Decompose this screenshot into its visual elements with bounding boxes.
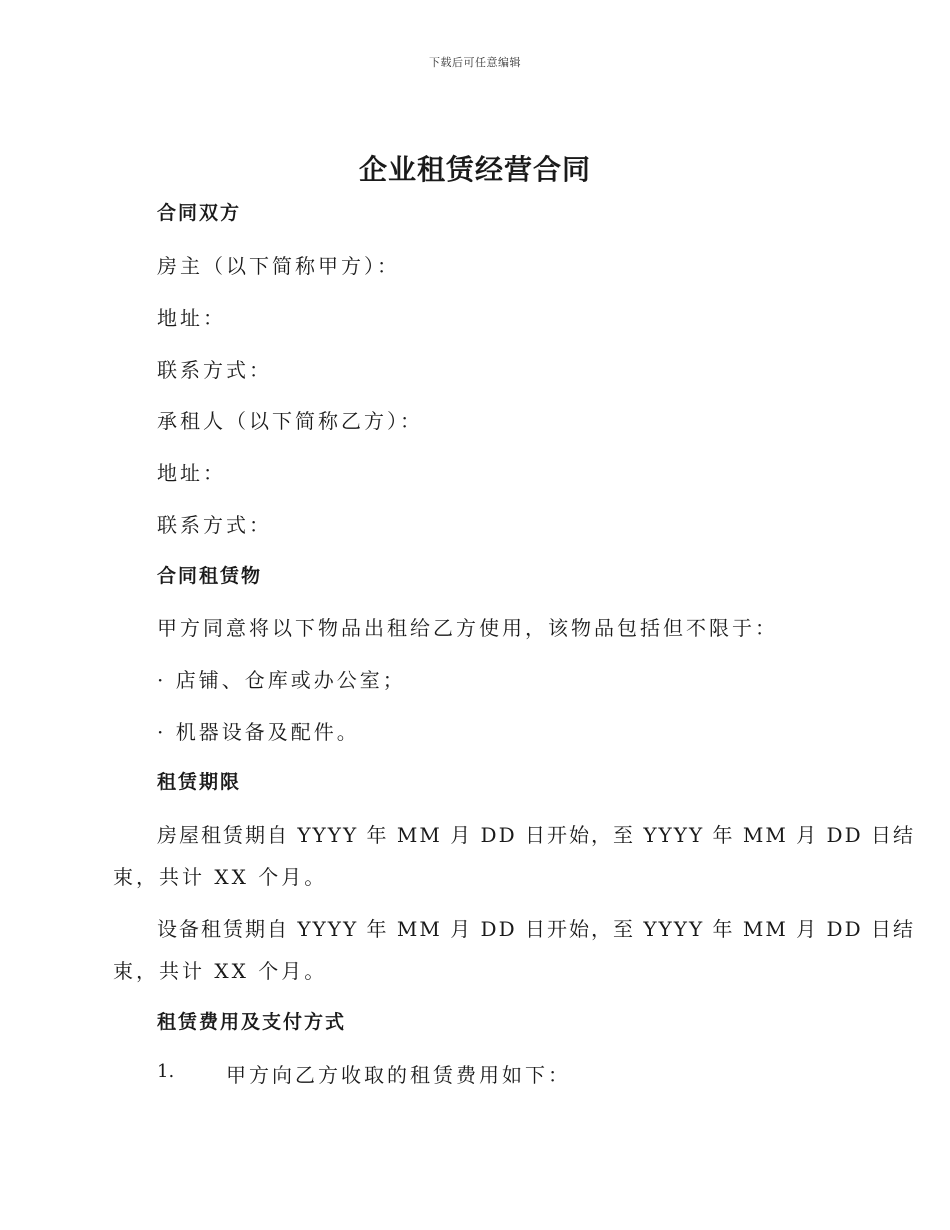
section-heading-lease-term: 租赁期限 [157, 771, 242, 793]
house-term-line-2: 束，共计 XX 个月。 [113, 865, 328, 889]
list-number: 1. [157, 1061, 175, 1082]
list-item: · 店铺、仓库或办公室； [157, 668, 406, 692]
house-term-line-1: 房屋租赁期自 YYYY 年 MM 月 DD 日开始，至 YYYY 年 MM 月 DD 日结 [157, 823, 915, 847]
tenant-address-line: 地址： [157, 461, 226, 485]
landlord-line: 房主（以下简称甲方）： [157, 254, 400, 278]
landlord-address-line: 地址： [157, 306, 226, 330]
lease-items-intro: 甲方同意将以下物品出租给乙方使用，该物品包括但不限于： [157, 616, 778, 640]
tenant-line: 承租人（以下简称乙方）： [157, 409, 423, 433]
section-heading-lease-items: 合同租赁物 [157, 565, 263, 587]
equipment-term-line-1: 设备租赁期自 YYYY 年 MM 月 DD 日开始，至 YYYY 年 MM 月 DD 日结 [157, 917, 915, 941]
section-heading-fees: 租赁费用及支付方式 [157, 1011, 347, 1033]
tenant-contact-line: 联系方式： [157, 513, 272, 537]
landlord-contact-line: 联系方式： [157, 358, 272, 382]
list-item: · 机器设备及配件。 [157, 720, 360, 744]
fees-item-1-text: 甲方向乙方收取的租赁费用如下： [226, 1063, 571, 1087]
section-heading-parties: 合同双方 [157, 202, 242, 224]
document-title: 企业租赁经营合同 [358, 153, 591, 186]
equipment-term-line-2: 束，共计 XX 个月。 [113, 959, 328, 983]
header-note: 下载后可任意编辑 [429, 56, 521, 69]
